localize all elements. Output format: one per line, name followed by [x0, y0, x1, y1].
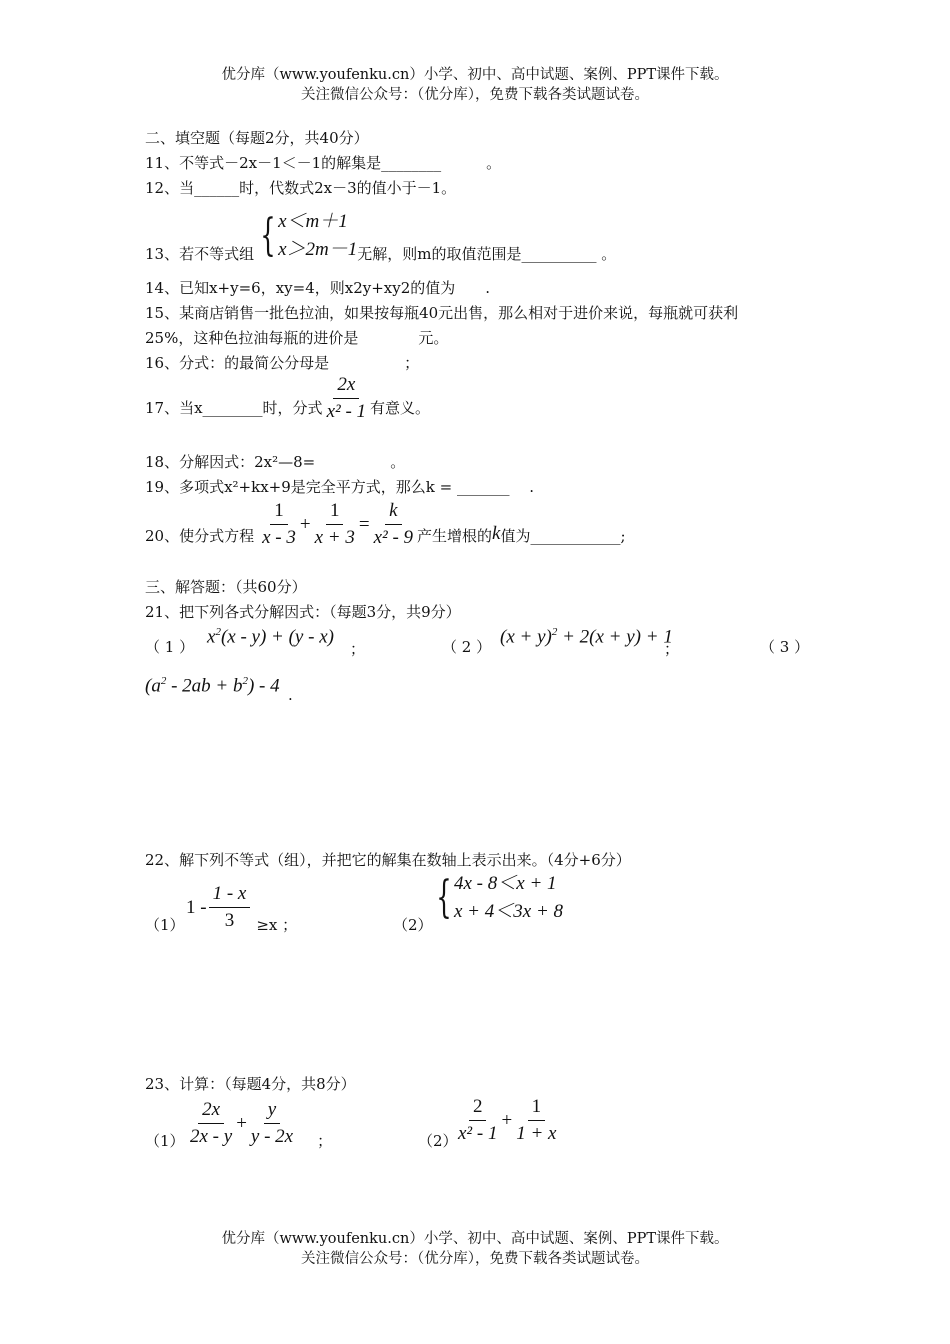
q21-3-label: （ 3 ） [760, 638, 810, 656]
q17-prefix: 17、当x________时，分式 [145, 399, 323, 417]
q20-frac1-numerator: 1 [270, 500, 288, 525]
q20-middle: 产生增根的 [417, 527, 493, 545]
q20-frac2-denominator: x + 3 [314, 527, 355, 548]
question-16: 16、分式：的最简公分母是 ； [145, 354, 420, 372]
q21-3-expression: $(a^2 - 2ab + b^2) - 4$ [145, 675, 280, 697]
q13-suffix: 无解，则m的取值范围是__________ 。 [357, 245, 617, 263]
question-19: 19、多项式x²+kx+9是完全平方式，那么k = _______ . [145, 478, 535, 496]
q20-plus: + [299, 513, 311, 535]
q23-2-expression [454, 1096, 560, 1145]
q23-2-label: （2） [418, 1132, 458, 1150]
question-21: 21、把下列各式分解因式：（每题3分，共9分） [145, 603, 461, 621]
brace-icon: { [260, 210, 276, 261]
q17-numerator: 2x [333, 374, 359, 399]
q22-2-system [430, 870, 563, 926]
q22-1-expression [186, 880, 297, 935]
q23-1-frac2-denominator: y - 2x [250, 1126, 294, 1147]
q22-1-denominator: 3 [224, 910, 235, 931]
q20-frac2-numerator: 1 [326, 500, 344, 525]
q21-3-end: . [288, 686, 293, 704]
q23-1-frac1-denominator: 2x - y [190, 1126, 233, 1147]
section-2-title: 二、填空题（每题2分，共40分） [145, 129, 369, 147]
q23-1-plus: + [236, 1112, 247, 1134]
q20-k: k [492, 522, 501, 544]
footer-line-1: 优分库（www.youfenku.cn）小学、初中、高中试题、案例、PPT课件下载。 [221, 1231, 729, 1247]
question-18: 18、分解因式：2x²—8= 。 [145, 453, 406, 471]
q20-frac3-numerator: k [385, 500, 401, 525]
q23-2-frac1-denominator: x² - 1 [458, 1123, 498, 1144]
brace-icon: { [436, 872, 452, 923]
q13-prefix: 13、若不等式组 [145, 245, 255, 263]
q21-2-expression: $(x + y)^2 + 2(x + y) + 1$ [500, 626, 673, 648]
q20-suffix: 值为____________; [500, 527, 626, 545]
question-15-line-2: 25%，这种色拉油每瓶的进价是 元。 [145, 329, 449, 347]
question-17 [145, 374, 430, 423]
q20-equals: = [358, 513, 370, 535]
q23-1-frac1-numerator: 2x [198, 1099, 224, 1124]
q17-suffix: 有意义。 [370, 399, 431, 417]
q23-2-frac2-numerator: 1 [528, 1096, 546, 1121]
q21-2-label: （ 2 ） [442, 638, 492, 656]
q23-1-label: （1） [145, 1132, 185, 1150]
question-20 [145, 500, 626, 549]
q23-2-frac1-numerator: 2 [469, 1096, 487, 1121]
q22-1-lead: 1 - [186, 896, 207, 918]
q22-1-numerator: 1 - x [209, 883, 251, 908]
q22-1-label: （1） [145, 916, 185, 934]
q21-1-expression: $x^2(x - y) + (y - x)$ [207, 626, 334, 648]
footer-line-2: 关注微信公众号：（优分库），免费下载各类试题试卷。 [301, 1251, 649, 1267]
question-12: 12、当______时，代数式2x－3的值小于－1。 [145, 179, 457, 197]
question-13 [145, 200, 616, 264]
q21-2-end: ； [664, 640, 680, 658]
q23-1-frac2-numerator: y [264, 1099, 280, 1124]
q23-2-plus: + [501, 1109, 513, 1131]
q21-1-label: （ 1 ） [145, 638, 195, 656]
q20-prefix: 20、使分式方程 [145, 527, 255, 545]
q20-frac1-denominator: x - 3 [262, 527, 296, 548]
q22-2-label: （2） [393, 916, 433, 934]
q23-1-expression [186, 1096, 332, 1151]
q23-2-frac2-denominator: 1 + x [516, 1123, 557, 1144]
section-3-title: 三、解答题：（共60分） [145, 578, 307, 596]
q20-frac3-denominator: x² - 9 [373, 527, 414, 548]
q23-1-end: ； [317, 1132, 333, 1150]
q13-system-line-1: x＜m＋1 [278, 211, 348, 232]
question-15-line-1: 15、某商店销售一批色拉油，如果按每瓶40元出售，那么相对于进价来说，每瓶就可获利 [145, 304, 739, 322]
q22-2-line-1: 4x - 8＜x + 1 [454, 873, 557, 894]
question-23: 23、计算：（每题4分，共8分） [145, 1075, 356, 1093]
header-line-1: 优分库（www.youfenku.cn）小学、初中、高中试题、案例、PPT课件下载。 [221, 67, 729, 83]
header-line-2: 关注微信公众号：（优分库），免费下载各类试题试卷。 [301, 87, 649, 103]
q21-1-end: ； [350, 640, 366, 658]
question-11: 11、不等式－2x－1＜－1的解集是________ 。 [145, 154, 502, 172]
q22-1-post: ≥x ； [256, 916, 298, 934]
question-22: 22、解下列不等式（组），并把它的解集在数轴上表示出来。（4分+6分） [145, 851, 631, 869]
q13-system-line-2: x＞2m－1 [278, 239, 358, 260]
q17-denominator: x² - 1 [326, 401, 367, 422]
question-14: 14、已知x+y=6，xy=4，则x2y+xy2的值为 . [145, 279, 491, 297]
q22-2-line-2: x + 4＜3x + 8 [454, 901, 564, 922]
